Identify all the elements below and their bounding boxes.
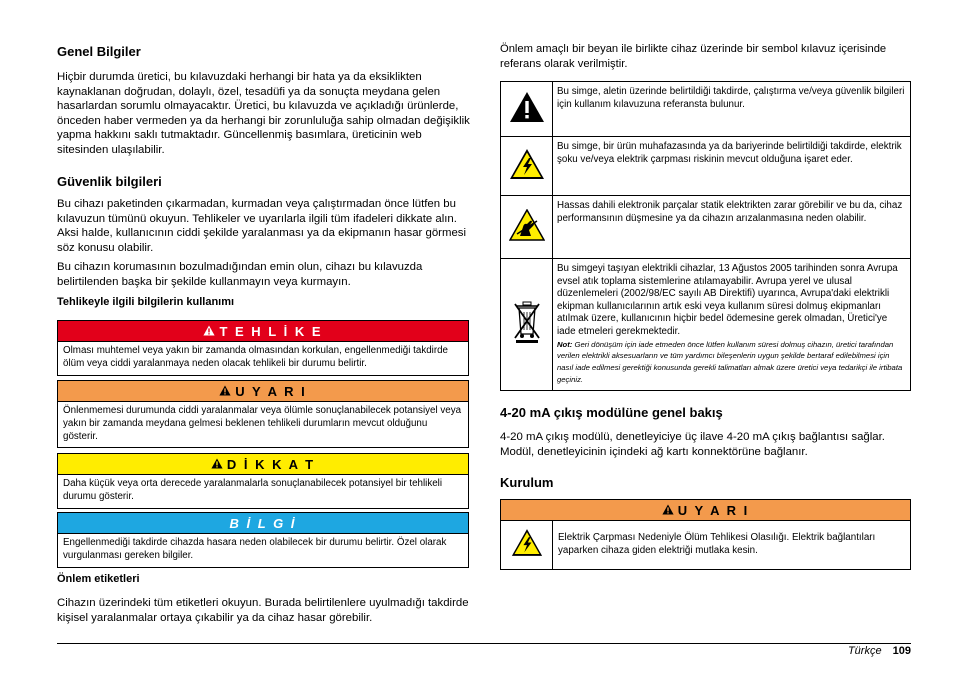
heading-safety-info: Güvenlik bilgileri bbox=[57, 174, 162, 189]
symbol-description: Bu simge, bir ürün muhafazasında ya da bariyerinde belirtildiği takdirde, elektrik şoku ve/veya elektrik çarpması riskinin mevcut olduğuna işaret eder. bbox=[553, 137, 911, 196]
caution-text: Daha küçük veya orta derecede yaralanmalarla sonuçlanabilecek potansiyel bir tehlikeli durumu gösterir. bbox=[63, 478, 443, 502]
esd-icon bbox=[509, 233, 545, 244]
weee-note bbox=[557, 339, 906, 386]
caution-box bbox=[57, 453, 469, 509]
electric-shock-icon bbox=[509, 172, 545, 183]
warning-triangle-icon bbox=[211, 457, 223, 472]
danger-header bbox=[58, 321, 468, 342]
paragraph-safety-1: Bu cihazı paketinden çıkarmadan, kurmadan veya çalıştırmadan önce lütfen bu kılavuzun tümünü okuyun. Tehlikeler ve uyarılarla ilgili tüm ifadeleri dikkate alın. Aksi halde, kullanıcının ciddi şekilde yaralanması ya da ekipmanın hasar görmesi söz konusu olabilir. bbox=[57, 198, 467, 254]
symbol-table bbox=[500, 81, 911, 391]
notice-title: B İ L G İ bbox=[229, 515, 297, 531]
electric-shock-icon bbox=[511, 528, 543, 562]
danger-box bbox=[57, 320, 469, 376]
danger-title: T E H L İ K E bbox=[219, 323, 323, 339]
warning-triangle-icon bbox=[219, 384, 231, 399]
symbol-description: Hassas dahili elektronik parçalar statik elektrikten zarar görebilir ve bu da, cihaz performansının düşmesine ya da cihazın arızalanmasına neden olabilir. bbox=[553, 196, 911, 259]
warning-triangle-icon bbox=[662, 503, 674, 518]
page-number: 109 bbox=[892, 645, 911, 657]
paragraph-general-info: Hiçbir durumda üretici, bu kılavuzdaki herhangi bir hata ya da eksiklikten kaynaklanan doğrudan, dolaylı, özel, tesadüfi ya da sonuçta meydana gelen hasarlardan sorumlu olmayacaktır. Üretici, bu kılavuzda ve açıkladığı ürünlerde, önceden haber vermeden ya da herhangi bir zorunluluğa sahip olmadan değişiklik yapma hakkını saklı tutmaktadır. Güncellenmiş basımlara, üreticinin web sitesinden ulaşılabilir. bbox=[57, 71, 470, 156]
table-row bbox=[501, 196, 911, 259]
warning-triangle-icon bbox=[203, 324, 215, 339]
note-text: Geri dönüşüm için iade etmeden önce lütfen kullanım süresi dolmuş cihazın, üretici tarafından verilen elektrikli aksesuarların ve tüm yardımcı bileşenlerin uygun şekilde bertaraf edilebilmesi için nasıl iade edilmesi gerektiği konusunda gerekli talimatları almak üzere üretici veya tedarikçi ile irtibata geçiniz. bbox=[557, 339, 903, 384]
note-label: Not: bbox=[557, 339, 573, 349]
heading-installation: Kurulum bbox=[500, 475, 554, 490]
paragraph-safety-2: Bu cihazın korumasının bozulmadığından emin olun, cihazı bu kılavuzda belirtilenden başka bir şekilde kullanmayın veya kurmayın. bbox=[57, 261, 423, 288]
table-row bbox=[501, 259, 911, 391]
paragraph-module-overview: 4-20 mA çıkış modülü, denetleyiciye üç ilave 4-20 mA çıkış bağlantısı sağlar. Modül, denetleyicinin içindeki ağ kartı konnektörüne bağlanır. bbox=[500, 431, 885, 458]
footer-language: Türkçe bbox=[847, 645, 882, 657]
heading-general-info: Genel Bilgiler bbox=[57, 44, 141, 59]
notice-header bbox=[58, 513, 468, 534]
heading-precaution-labels: Önlem etiketleri bbox=[57, 573, 140, 585]
footer-divider bbox=[57, 643, 911, 644]
weee-bin-icon bbox=[512, 336, 542, 347]
danger-text: Olması muhtemel veya yakın bir zamanda olmasından korkulan, engellenmediği takdirde ölüm veya ciddi yaralanmaya neden olacak tehlikeli bir durumu belirtir. bbox=[63, 345, 448, 369]
install-warning-box bbox=[500, 499, 911, 570]
heading-hazard-use: Tehlikeyle ilgili bilgilerin kullanımı bbox=[57, 296, 235, 308]
caution-title: D İ K K A T bbox=[226, 456, 316, 472]
paragraph-symbol-intro: Önlem amaçlı bir beyan ile birlikte cihaz üzerinde bir sembol kılavuz içerisinde referans olarak verilmiştir. bbox=[500, 43, 887, 70]
warning-box bbox=[57, 380, 469, 448]
warning-header bbox=[58, 381, 468, 402]
install-warning-header bbox=[501, 500, 910, 521]
paragraph-precaution-labels: Cihazın üzerindeki tüm etiketleri okuyun. Burada belirtilenlere uyulmadığı takdirde kişisel yaralanmalar ortaya çıkabilir ya da cihaz hasar görebilir. bbox=[57, 597, 469, 624]
warning-text: Önlenmemesi durumunda ciddi yaralanmalar veya ölümle sonuçlanabilecek potansiyel veya yakın bir zamanda meydana gelmesi beklenen tehlikeli durumların mevcut olduğunu gösterir. bbox=[63, 405, 462, 442]
notice-text: Engellenmediği takdirde cihazda hasara neden olabilecek bir durumu belirtir. Özel olarak vurgulanması gereken bilgiler. bbox=[63, 537, 447, 561]
warning-title: U Y A R I bbox=[235, 383, 307, 399]
symbol-description: Bu simge, aletin üzerinde belirtildiği takdirde, çalıştırma ve/veya güvenlik bilgileri için kullanım kılavuzuna referansta bulunur. bbox=[553, 82, 911, 137]
notice-box bbox=[57, 512, 469, 568]
table-row bbox=[501, 82, 911, 137]
install-warning-title: U Y A R I bbox=[677, 502, 750, 518]
symbol-description: Bu simgeyi taşıyan elektrikli cihazlar, 13 Ağustos 2005 tarihinden sonra Avrupa evsel atık toplama sistemlerine atılamayabilir. Avrupa yerel ve ulusal düzenlemeleri (2002/98/EC sayılı AB Direktifi) uyarınca, Avrupa'daki elektrikli ekipman kullanıcılarının artık eski veya kullanım süresi dolmuş ekipmanları atılmak üzere, kullanıcının hiçbir bedel ödemesine gerek olmadan, Üretici'ye iade etmeleri gerekmektedir. bbox=[557, 263, 898, 337]
caution-header bbox=[58, 454, 468, 475]
page-footer bbox=[848, 645, 911, 657]
table-row bbox=[501, 137, 911, 196]
warning-triangle-icon bbox=[509, 115, 545, 126]
heading-module-overview: 4-20 mA çıkış modülüne genel bakış bbox=[500, 405, 723, 420]
install-warning-text: Elektrik Çarpması Nedeniyle Ölüm Tehlikesi Olasılığı. Elektrik bağlantıları yaparken cihaza giden elektriği mutlaka kesin. bbox=[558, 531, 876, 556]
